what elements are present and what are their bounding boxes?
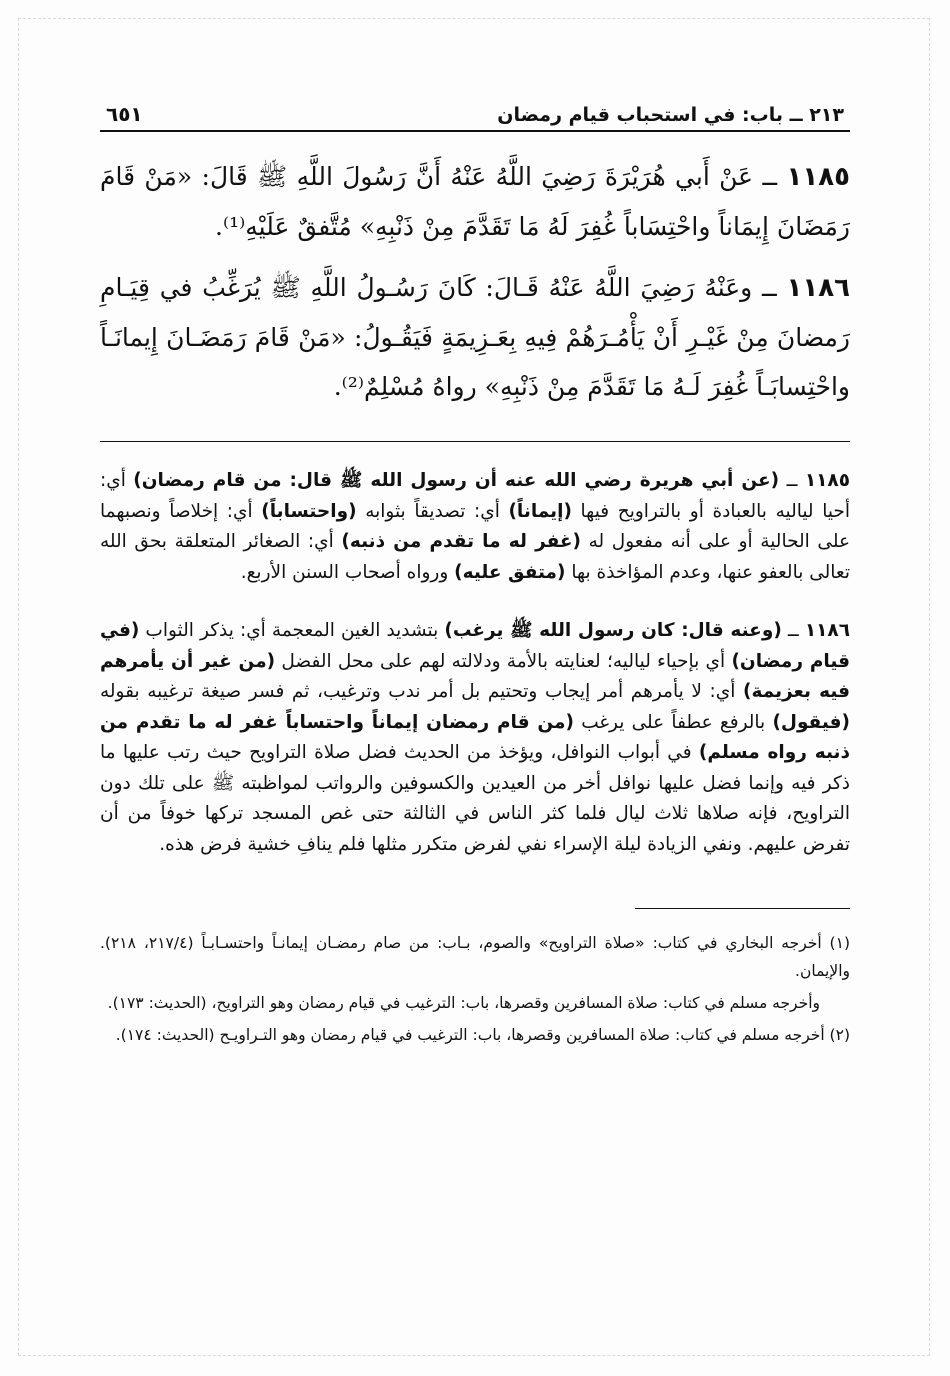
- hadith-1185: [100, 152, 850, 251]
- footnote-divider: [635, 908, 850, 909]
- chapter-title: ٢١٣ ــ باب: في استحباب قيام رمضان: [497, 104, 844, 126]
- commentary-text: بالرفع عطفاً على يرغب: [573, 711, 773, 733]
- commentary-number: ١١٨٥: [804, 470, 851, 491]
- commentary-text: أي: أحيا لياليه بالعبادة أو بالتراويح فيها: [100, 470, 850, 522]
- footnote-1-continued: وأخرجه مسلم في كتاب: صلاة المسافرين وقصرها، باب: الترغيب في قيام رمضان وهو التراويح، (الحديث: ١٧٣).: [107, 994, 820, 1012]
- commentary-text: ــ: [781, 620, 805, 641]
- page-content: [100, 96, 850, 1053]
- hadith-text: ــ عَنْ أَبي هُرَيْرَةَ رَضِيَ اللَّهُ عَنْهُ أَنَّ رَسُولَ اللَّهِ ﷺ قَالَ: «مَنْ قَامَ رَمَضَانَ إِيمَاناً واحْتِسَاباً غُفِرَ لَهُ مَا تَقَدَّمَ مِنْ ذَنْبِهِ» مُتَّفقٌ عَلَيْهِ⁽¹⁾.: [100, 162, 850, 241]
- commentary-text: ورواه أصحاب السنن الأربع.: [240, 561, 455, 583]
- footnote-1: (١) أخرجه البخاري في كتاب: «صلاة التراويح» والصوم، بـاب: من صام رمضـان إيمانـاً واحتسـابـاً (٢١٧/٤، ٢١٨). والإيمان.: [100, 934, 850, 980]
- commentary-text: أي: تصديقاً بثوابه: [356, 500, 509, 522]
- commentary-quote: (واحتساباً): [261, 500, 357, 522]
- commentary-quote: (عن أبي هريرة رضي الله عنه أن رسول الله ﷺ قال: من قام رمضان): [133, 470, 780, 491]
- commentary-quote: (في قيام رمضان): [100, 620, 851, 672]
- commentary-text: ــ: [779, 470, 805, 491]
- page-number: ٦٥١: [106, 102, 143, 126]
- commentary-text: أي بإحياء لياليه؛ لعنايته بالأمة ودلالته لهم على محل الفضل: [275, 650, 732, 672]
- hadith-1186: [100, 263, 850, 411]
- commentary-text: في أبواب النوافل، ويؤخذ من الحديث فضل صلاة التراويح حيث رتب عليها ما ذكر فيه وإنما فضل عليها نوافل أخر من العيدين والكسوفين والرواتب لمواظبته ﷺ على تلك دون التراويح، فإنه صلاها ثلاث ليال فلما كثر الناس في الثالثة حتى غص المسجد تركها خوفاً من أن تفرض عليهم. ونفي الزيادة ليلة الإسراء نفي لفرض متكرر مثلها فلم ينافِ خشية فرض هذه.: [100, 742, 850, 855]
- commentary-text: أي: لا يأمرهم أمر إيجاب وتحتيم بل أمر ندب وترغيب، ثم فسر صيغة ترغيبه بقوله: [100, 681, 744, 702]
- commentary-quote: (فيقول): [772, 711, 850, 733]
- section-divider: [100, 441, 850, 442]
- commentary-text: أي: إخلاصاً ونصبهما على الحالية أو على أنه مفعول له: [100, 500, 850, 552]
- hadith-number: ١١٨٦: [786, 273, 850, 303]
- commentary-quote: (غفر له ما تقدم من ذنبه): [341, 531, 582, 552]
- commentary-text: أي: الصغائر المتعلقة بحق الله تعالى بالعفو عنها، وعدم المؤاخذة بها: [100, 531, 850, 583]
- commentary-quote: (إيماناً): [508, 500, 572, 522]
- hadith-text: ــ وعَنْهُ رَضِيَ اللَّهُ عَنْهُ قَـالَ: كَانَ رَسُـولُ اللَّهِ ﷺ يُرَغِّبُ في قِيَـامِ رَمضانَ مِنْ غَيْـرِ أَنْ يَأْمُـرَهُمْ فِيهِ بِعَـزِيمَةٍ فَيَقُـولُ: «مَنْ قَامَ رَمَضَـانَ إِيمانَـاً واحْتِسابَـاً غُفِرَ لَـهُ مَا تَقَدَّمَ مِنْ ذَنْبِهِ» رواهُ مُسْلِمٌ⁽²⁾.: [100, 273, 850, 401]
- commentary-number: ١١٨٦: [804, 620, 851, 641]
- commentary-quote: (من غير أن يأمرهم فيه بعزيمة): [100, 650, 851, 702]
- commentary-1186: [100, 616, 850, 860]
- running-header: [100, 96, 850, 132]
- commentary-quote: (وعنه قال: كان رسول الله ﷺ يرغب): [444, 620, 782, 641]
- footnote-2: (٢) أخرجه مسلم في كتاب: صلاة المسافرين وقصرها، باب: الترغيب في قيام رمضان وهو التـراويـح (الحديث: ١٧٤).: [115, 1026, 850, 1044]
- hadith-number: ١١٨٥: [786, 162, 850, 192]
- commentary-1185: [100, 466, 850, 588]
- commentary-quote: (من قام رمضان إيماناً واحتساباً غفر له ما تقدم من ذنبه رواه مسلم): [100, 711, 850, 763]
- commentary-text: بتشديد الغين المعجمة أي: يذكر الثواب: [139, 620, 445, 641]
- commentary-quote: (متفق عليه): [454, 561, 566, 583]
